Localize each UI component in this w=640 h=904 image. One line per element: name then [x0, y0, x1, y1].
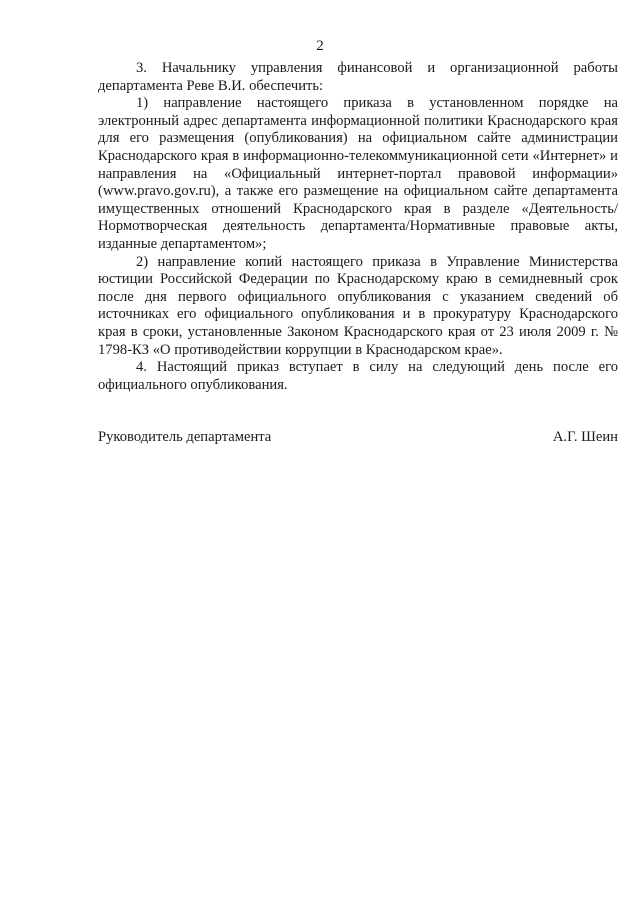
document-body	[98, 60, 618, 394]
subparagraph-2: 2) направление копий настоящего приказа в Управление Министерства юстиции Российской Федерации по Краснодарскому краю в семидневный срок после дня первого официального опубликования с указанием сведений об источниках его официального опубликования и в прокуратуру Краснодарского края в сроки, установленные Законом Краснодарского края от 23 июля 2009 г. № 1798-КЗ «О противодействии коррупции в Краснодарском крае».	[98, 253, 618, 358]
paragraph-item-3: 3. Начальнику управления финансовой и организационной работы департамента Реве В.И. обеспечить:	[98, 60, 618, 94]
signatory-position: Руководитель департамента	[98, 429, 272, 445]
subparagraph-1: 1) направление настоящего приказа в установленном порядке на электронный адрес департамента информационной политики Краснодарского края для его размещения (опубликования) на официальном сайте администрации Краснодарского края в информационно-телекоммуникационной сети «Интернет» и направления на «Официальный интернет-портал правовой информации» (www.pravo.gov.ru), а также его размещение на официальном сайте департамента имущественных отношений Краснодарского края в разделе «Деятельность/Нормотворческая деятельность департамента/Нормативные правовые акты, изданные департаментом»;	[98, 95, 618, 252]
page-number: 2	[316, 38, 324, 54]
paragraph-item-4: 4. Настоящий приказ вступает в силу на следующий день после его официального опубликования.	[98, 359, 618, 393]
signatory-name: А.Г. Шеин	[552, 429, 618, 445]
signature-block	[98, 428, 618, 446]
